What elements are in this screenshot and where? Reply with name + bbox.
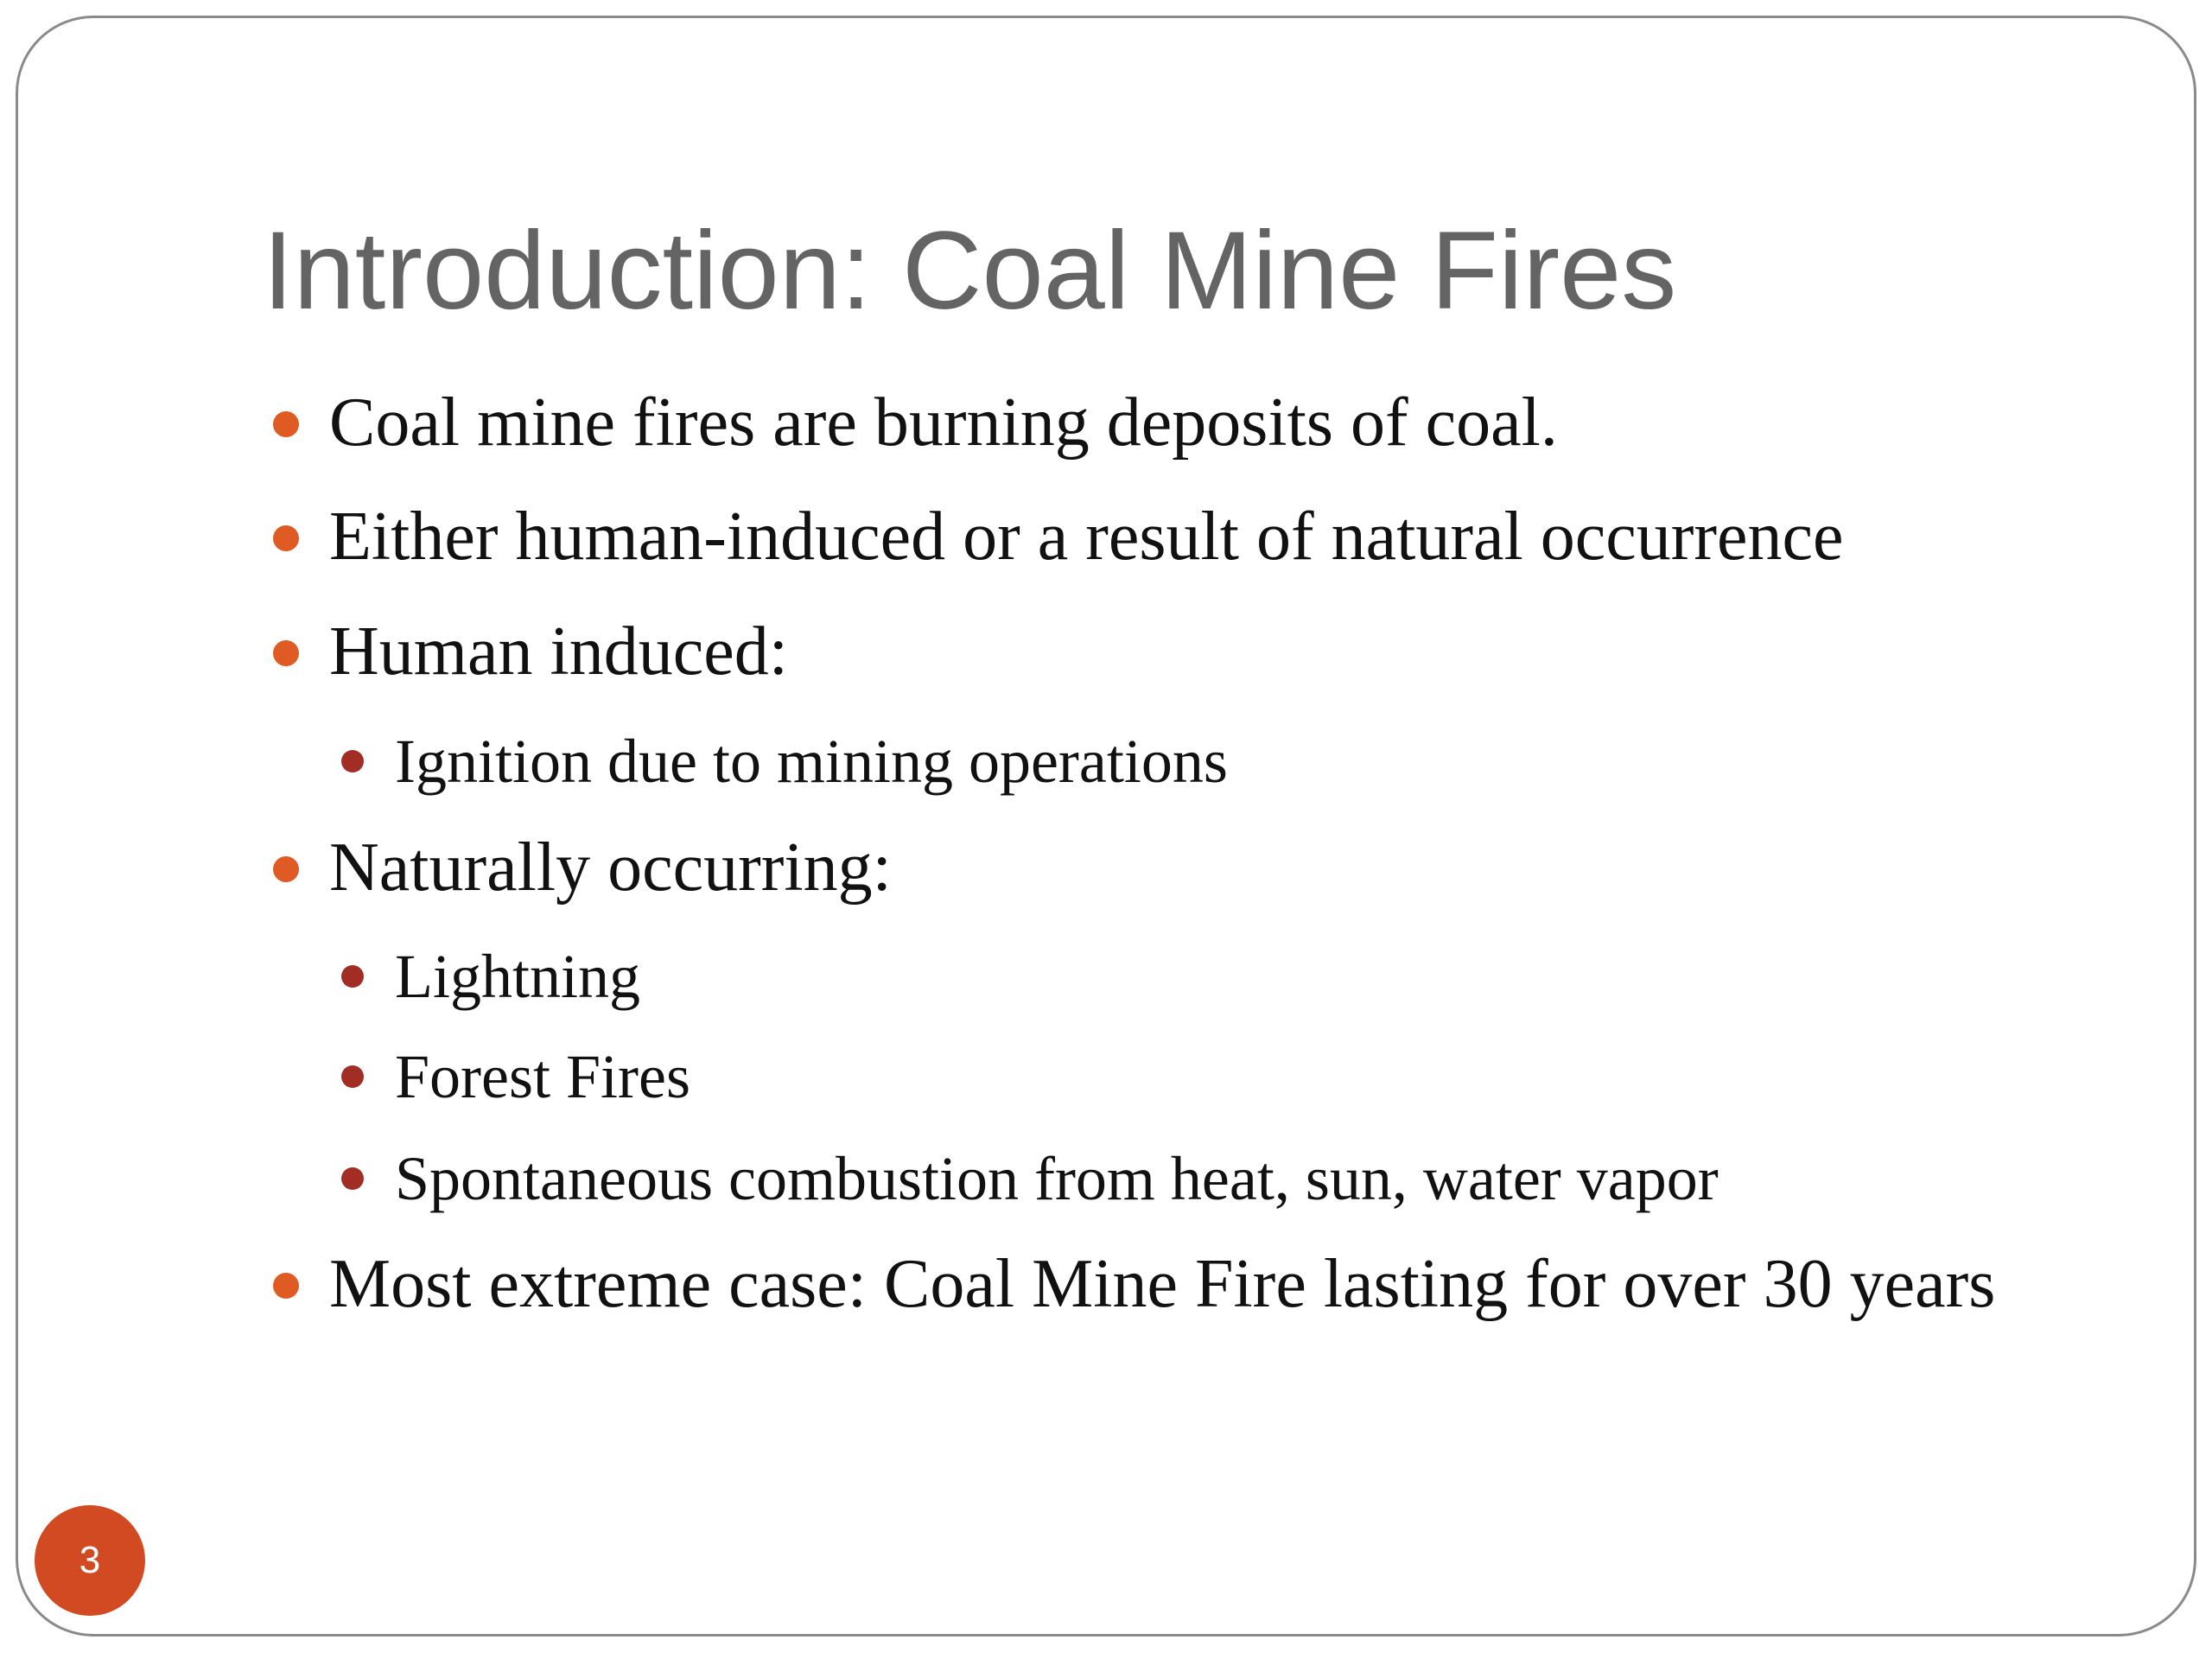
- bullet-item: [329, 493, 1844, 580]
- sub-bullet-dot-icon: [341, 750, 364, 772]
- bullet-text: Spontaneous combustion from heat, sun, water vapor: [395, 1144, 1719, 1213]
- bullet-dot-icon: [273, 856, 299, 882]
- bullet-text: Either human-induced or a result of natural occurrence: [329, 499, 1844, 575]
- bullet-item: [329, 608, 788, 695]
- sub-bullet-dot-icon: [341, 1167, 364, 1190]
- bullet-dot-icon: [273, 411, 299, 437]
- bullet-item: [329, 1241, 1995, 1327]
- bullet-dot-icon: [273, 525, 299, 551]
- bullet-text: Ignition due to mining operations: [395, 727, 1228, 796]
- slide-title: Introduction: Coal Mine Fires: [263, 209, 1677, 333]
- bullet-item: [329, 379, 1558, 466]
- page-number-badge: 3: [35, 1505, 145, 1616]
- bullet-list: [18, 18, 2194, 1634]
- bullet-dot-icon: [273, 1273, 299, 1299]
- bullet-text: Coal mine fires are burning deposits of coal.: [329, 385, 1558, 461]
- bullet-item: [329, 824, 892, 911]
- slide: [16, 16, 2196, 1637]
- bullet-text: Human induced:: [329, 613, 788, 690]
- sub-bullet-dot-icon: [341, 1065, 364, 1088]
- sub-bullet-dot-icon: [341, 965, 364, 988]
- bullet-text: Forest Fires: [395, 1042, 690, 1111]
- sub-bullet-item: [395, 938, 640, 1015]
- sub-bullet-item: [395, 722, 1228, 800]
- bullet-dot-icon: [273, 640, 299, 666]
- sub-bullet-item: [395, 1140, 1719, 1217]
- bullet-text: Lightning: [395, 942, 640, 1011]
- bullet-text: Naturally occurring:: [329, 830, 892, 906]
- sub-bullet-item: [395, 1038, 690, 1116]
- bullet-text: Most extreme case: Coal Mine Fire lasting for over 30 years: [329, 1246, 1996, 1322]
